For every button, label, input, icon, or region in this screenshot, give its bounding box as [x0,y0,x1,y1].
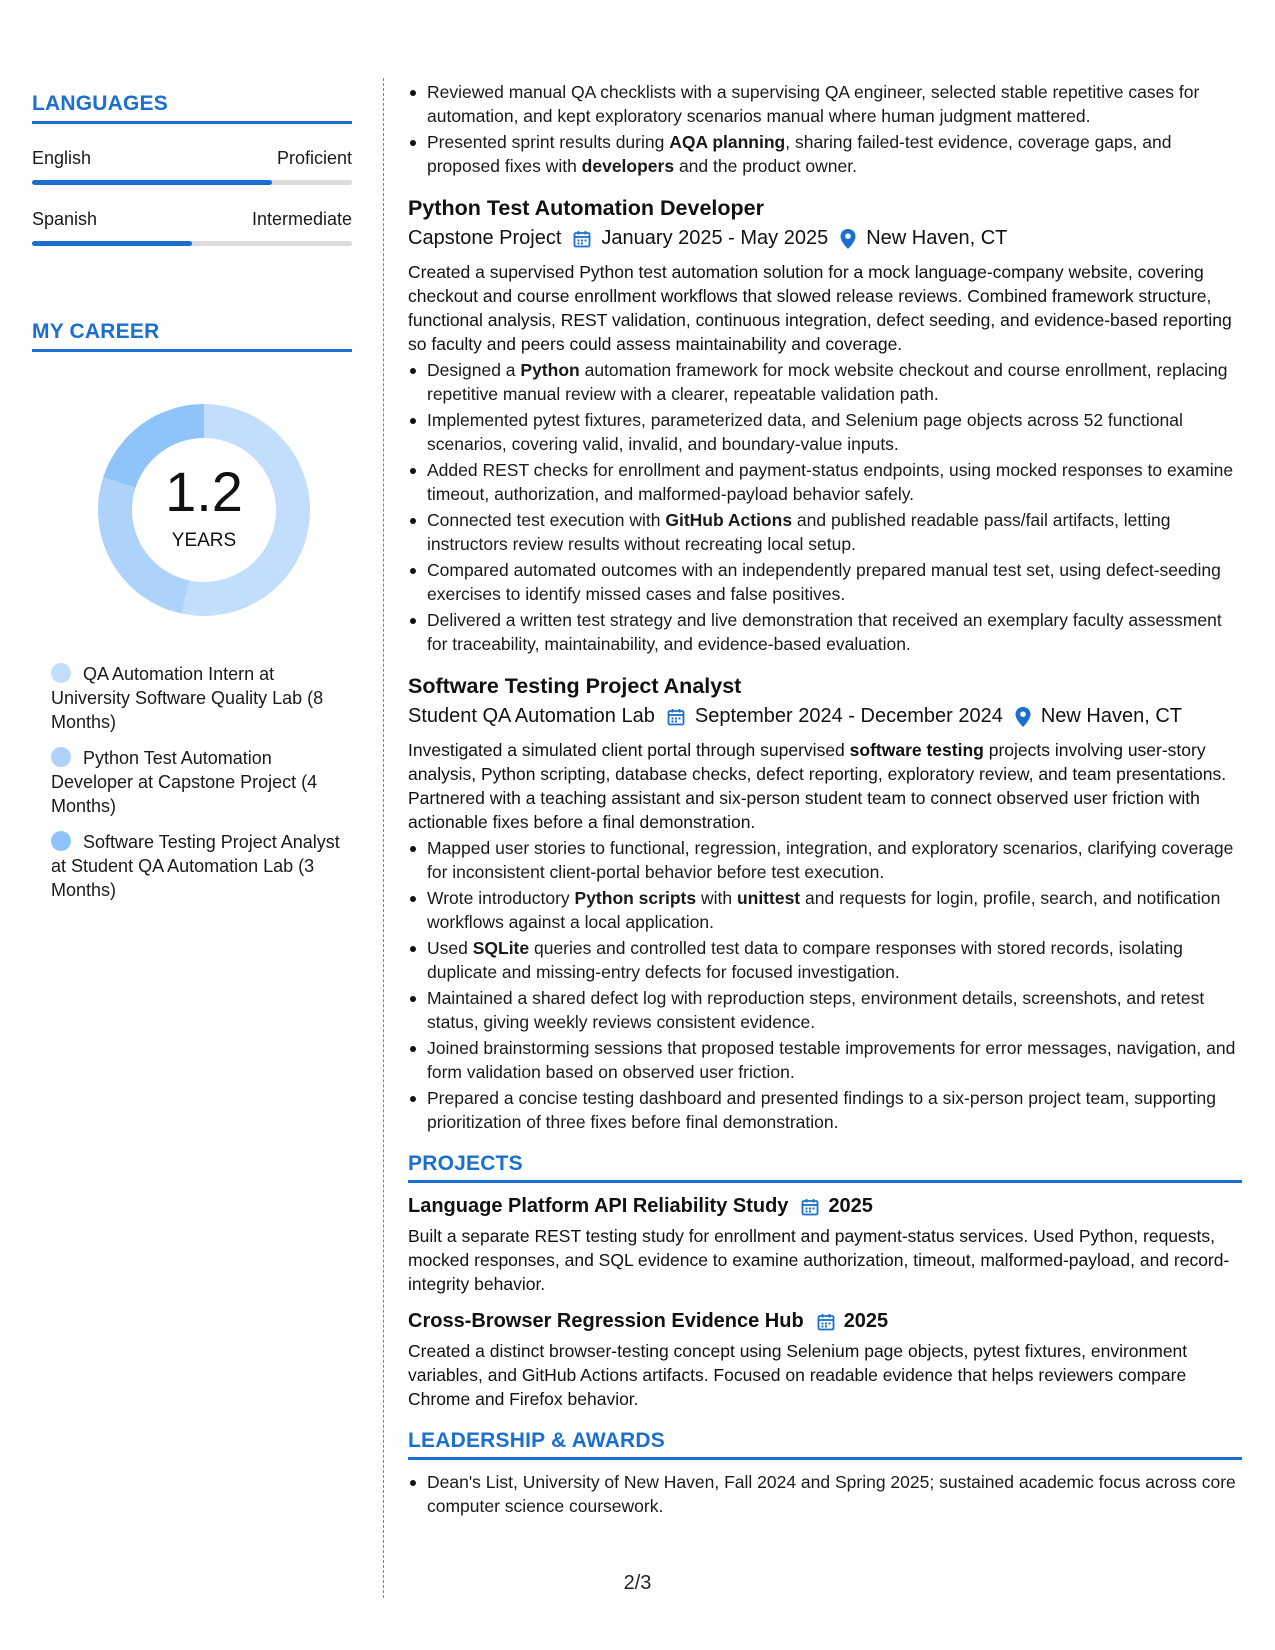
text-run: Joined brainstorming sessions that proposed testable improvements for error messages, navigation, and form validation based on observed user friction. [427,1038,1236,1082]
career-donut-chart [84,390,324,630]
calendar-icon [816,1312,836,1332]
job-title: Python Test Automation Developer [408,196,764,220]
text-run: Used [427,938,473,958]
text-run: and published readable pass/fail artifacts, letting instructors review results without recreating local setup. [427,510,1171,554]
language-level: Intermediate [251,209,352,229]
text-run: Delivered a written test strategy and live demonstration that received an exemplary faculty assessment for traceability, maintainability, and evidence-based evaluation. [427,610,1222,654]
language-name: English [32,148,92,168]
text-run: Designed a [427,360,521,380]
text-run: Dean's List, University of New Haven, Fall 2024 and Spring 2025; sustained academic focus across core computer science coursework. [427,1472,1236,1516]
career-legend-item [51,662,352,734]
experience-bullet [408,836,1242,884]
projects-list [408,1195,1242,1411]
text-run: Investigated a simulated client portal through supervised [408,740,850,760]
job-meta [408,227,1242,250]
sidebar [32,92,352,914]
project-year: 2025 [828,1195,873,1217]
bold-text: SQLite [472,938,530,958]
proficiency-bar-fill [32,180,272,185]
map-pin-icon [839,228,857,250]
languages-list [32,148,352,246]
project-title: Cross-Browser Regression Evidence Hub [408,1310,804,1332]
language-row [32,148,352,169]
text-run: and requests for login, profile, search, and notification workflows against a local application. [427,888,1221,932]
project-year: 2025 [843,1310,889,1332]
language-name: Spanish [32,209,98,229]
experience-bullet [408,936,1242,984]
job-company: Capstone Project [408,227,562,249]
career-legend [32,662,352,902]
career-legend-text: Software Testing Project Analyst at Student QA Automation Lab (3 Months) [51,832,340,900]
project-title-row [408,1310,1242,1333]
experience-bullet [408,1036,1242,1084]
text-run: , sharing failed-test evidence, coverage gaps, and proposed fixes with [427,132,1172,176]
text-run: and the product owner. [674,156,857,176]
text-run: Maintained a shared defect log with reproduction steps, environment details, screenshots, and retest status, giving weekly reviews consistent evidence. [427,988,1205,1032]
experience-bullet [408,408,1242,456]
job-entry [408,196,1242,656]
job-dates: January 2025 - May 2025 [601,227,829,249]
experience-bullet [408,80,1242,128]
career-legend-item [51,746,352,818]
legend-dot [51,663,71,683]
project-title: Language Platform API Reliability Study [408,1195,789,1217]
job-location: New Haven, CT [866,227,1008,249]
proficiency-bar-fill [32,241,192,246]
language-level: Proficient [276,148,352,168]
text-run: with [696,888,737,908]
project-title-row [408,1195,1242,1218]
award-item [408,1470,1242,1518]
experience-bullet [408,986,1242,1034]
text-run: Added REST checks for enrollment and payment-status endpoints, using mocked responses to examine timeout, authorization, and malformed-payload behavior safely. [427,460,1234,504]
job-bullets [408,836,1242,1134]
projects-heading: PROJECTS [408,1152,1242,1183]
project-description: Created a distinct browser-testing concept using Selenium page objects, pytest fixtures, environment variables, and GitHub Actions artifacts. Focused on readable evidence that helps reviewers compare Chrome and Firefox behavior. [408,1341,1188,1409]
language-row [32,209,352,230]
text-run: Wrote introductory [427,888,575,908]
career-total-unit: YEARS [171,530,237,551]
text-run: Created a supervised Python test automation solution for a mock language-company website, covering checkout and course enrollment workflows that slowed release reviews. Combined framework structure, functional analysis, REST validation, continuous integration, defect seeding, and evidence-based reporting so faculty and peers could assess maintainability and coverage. [408,262,1232,354]
career-legend-item [51,830,352,902]
bold-text: unittest [736,888,801,908]
main-content [408,80,1242,1520]
bold-text: developers [581,156,675,176]
text-run: automation framework for mock website checkout and course enrollment, replacing repetitive manual review with a clearer, repeatable validation path. [427,360,1228,404]
proficiency-bar [32,180,352,185]
legend-dot [51,747,71,767]
career-legend-text: Python Test Automation Developer at Capstone Project (4 Months) [51,748,318,816]
job-dates: September 2024 - December 2024 [694,705,1003,727]
text-run: Reviewed manual QA checklists with a supervising QA engineer, selected stable repetitive cases for automation, and kept exploratory scenarios manual where human judgment mattered. [427,82,1200,126]
experience-bullet [408,558,1242,606]
awards-heading: LEADERSHIP & AWARDS [408,1429,1242,1460]
career-heading: MY CAREER [32,320,352,352]
legend-dot [51,831,71,851]
text-run: Presented sprint results during [427,132,670,152]
experience-bullet [408,458,1242,506]
experience-section [408,196,1242,1134]
career-total-years: 1.2 [165,460,243,523]
map-pin-icon [1014,706,1032,728]
text-run: Connected test execution with [427,510,666,530]
column-divider [383,78,384,1598]
experience-bullet [408,886,1242,934]
bold-text: GitHub Actions [665,510,793,530]
job-company: Student QA Automation Lab [408,705,655,727]
donut-center [84,390,324,630]
job-meta [408,705,1242,728]
job-location: New Haven, CT [1040,705,1182,727]
experience-bullet [408,358,1242,406]
experience-bullet [408,508,1242,556]
text-run: Mapped user stories to functional, regression, integration, and exploratory scenarios, clarifying coverage for inconsistent client-portal behavior before test execution. [427,838,1234,882]
bold-text: Python [520,360,580,380]
text-run: queries and controlled test data to compare responses with stored records, isolating duplicate and missing-entry defects for focused investigation. [427,938,1183,982]
text-run: Prepared a concise testing dashboard and presented findings to a six-person project team, supporting prioritization of three fixes before final demonstration. [427,1088,1216,1132]
job-title: Software Testing Project Analyst [408,674,742,698]
experience-bullet [408,1086,1242,1134]
awards-list [408,1470,1242,1518]
bold-text: software testing [849,740,984,760]
languages-heading: LANGUAGES [32,92,352,124]
bold-text: Python scripts [574,888,697,908]
career-legend-text: QA Automation Intern at University Software Quality Lab (8 Months) [51,664,324,732]
calendar-icon [572,229,592,249]
text-run: Implemented pytest fixtures, parameterized data, and Selenium page objects across 52 functional scenarios, covering valid, invalid, and boundary-value inputs. [427,410,1183,454]
job-bullets [408,358,1242,656]
experience-bullet [408,608,1242,656]
proficiency-bar [32,241,352,246]
job-summary [408,738,1242,834]
continued-experience-bullets [408,80,1242,178]
job-entry [408,674,1242,1134]
project-description: Built a separate REST testing study for enrollment and payment-status services. Used Python, requests, mocked responses, and SQL evidence to examine authorization, timeout, malformed-payload, and record-integrity behavior. [408,1226,1230,1294]
page-number: 2/3 [623,1572,652,1594]
bold-text: AQA planning [669,132,786,152]
text-run: Compared automated outcomes with an independently prepared manual test set, using defect-seeding exercises to identify missed cases and false positives. [427,560,1221,604]
job-summary [408,260,1242,356]
calendar-icon [666,707,686,727]
experience-bullet [408,130,1242,178]
calendar-icon [800,1197,820,1217]
text-run: projects involving user-story analysis, Python scripting, database checks, defect reporting, exploratory review, and team presentations. Partnered with a teaching assistant and six-person student team to connect observed user friction with actionable fixes before a final demonstration. [408,740,1227,832]
